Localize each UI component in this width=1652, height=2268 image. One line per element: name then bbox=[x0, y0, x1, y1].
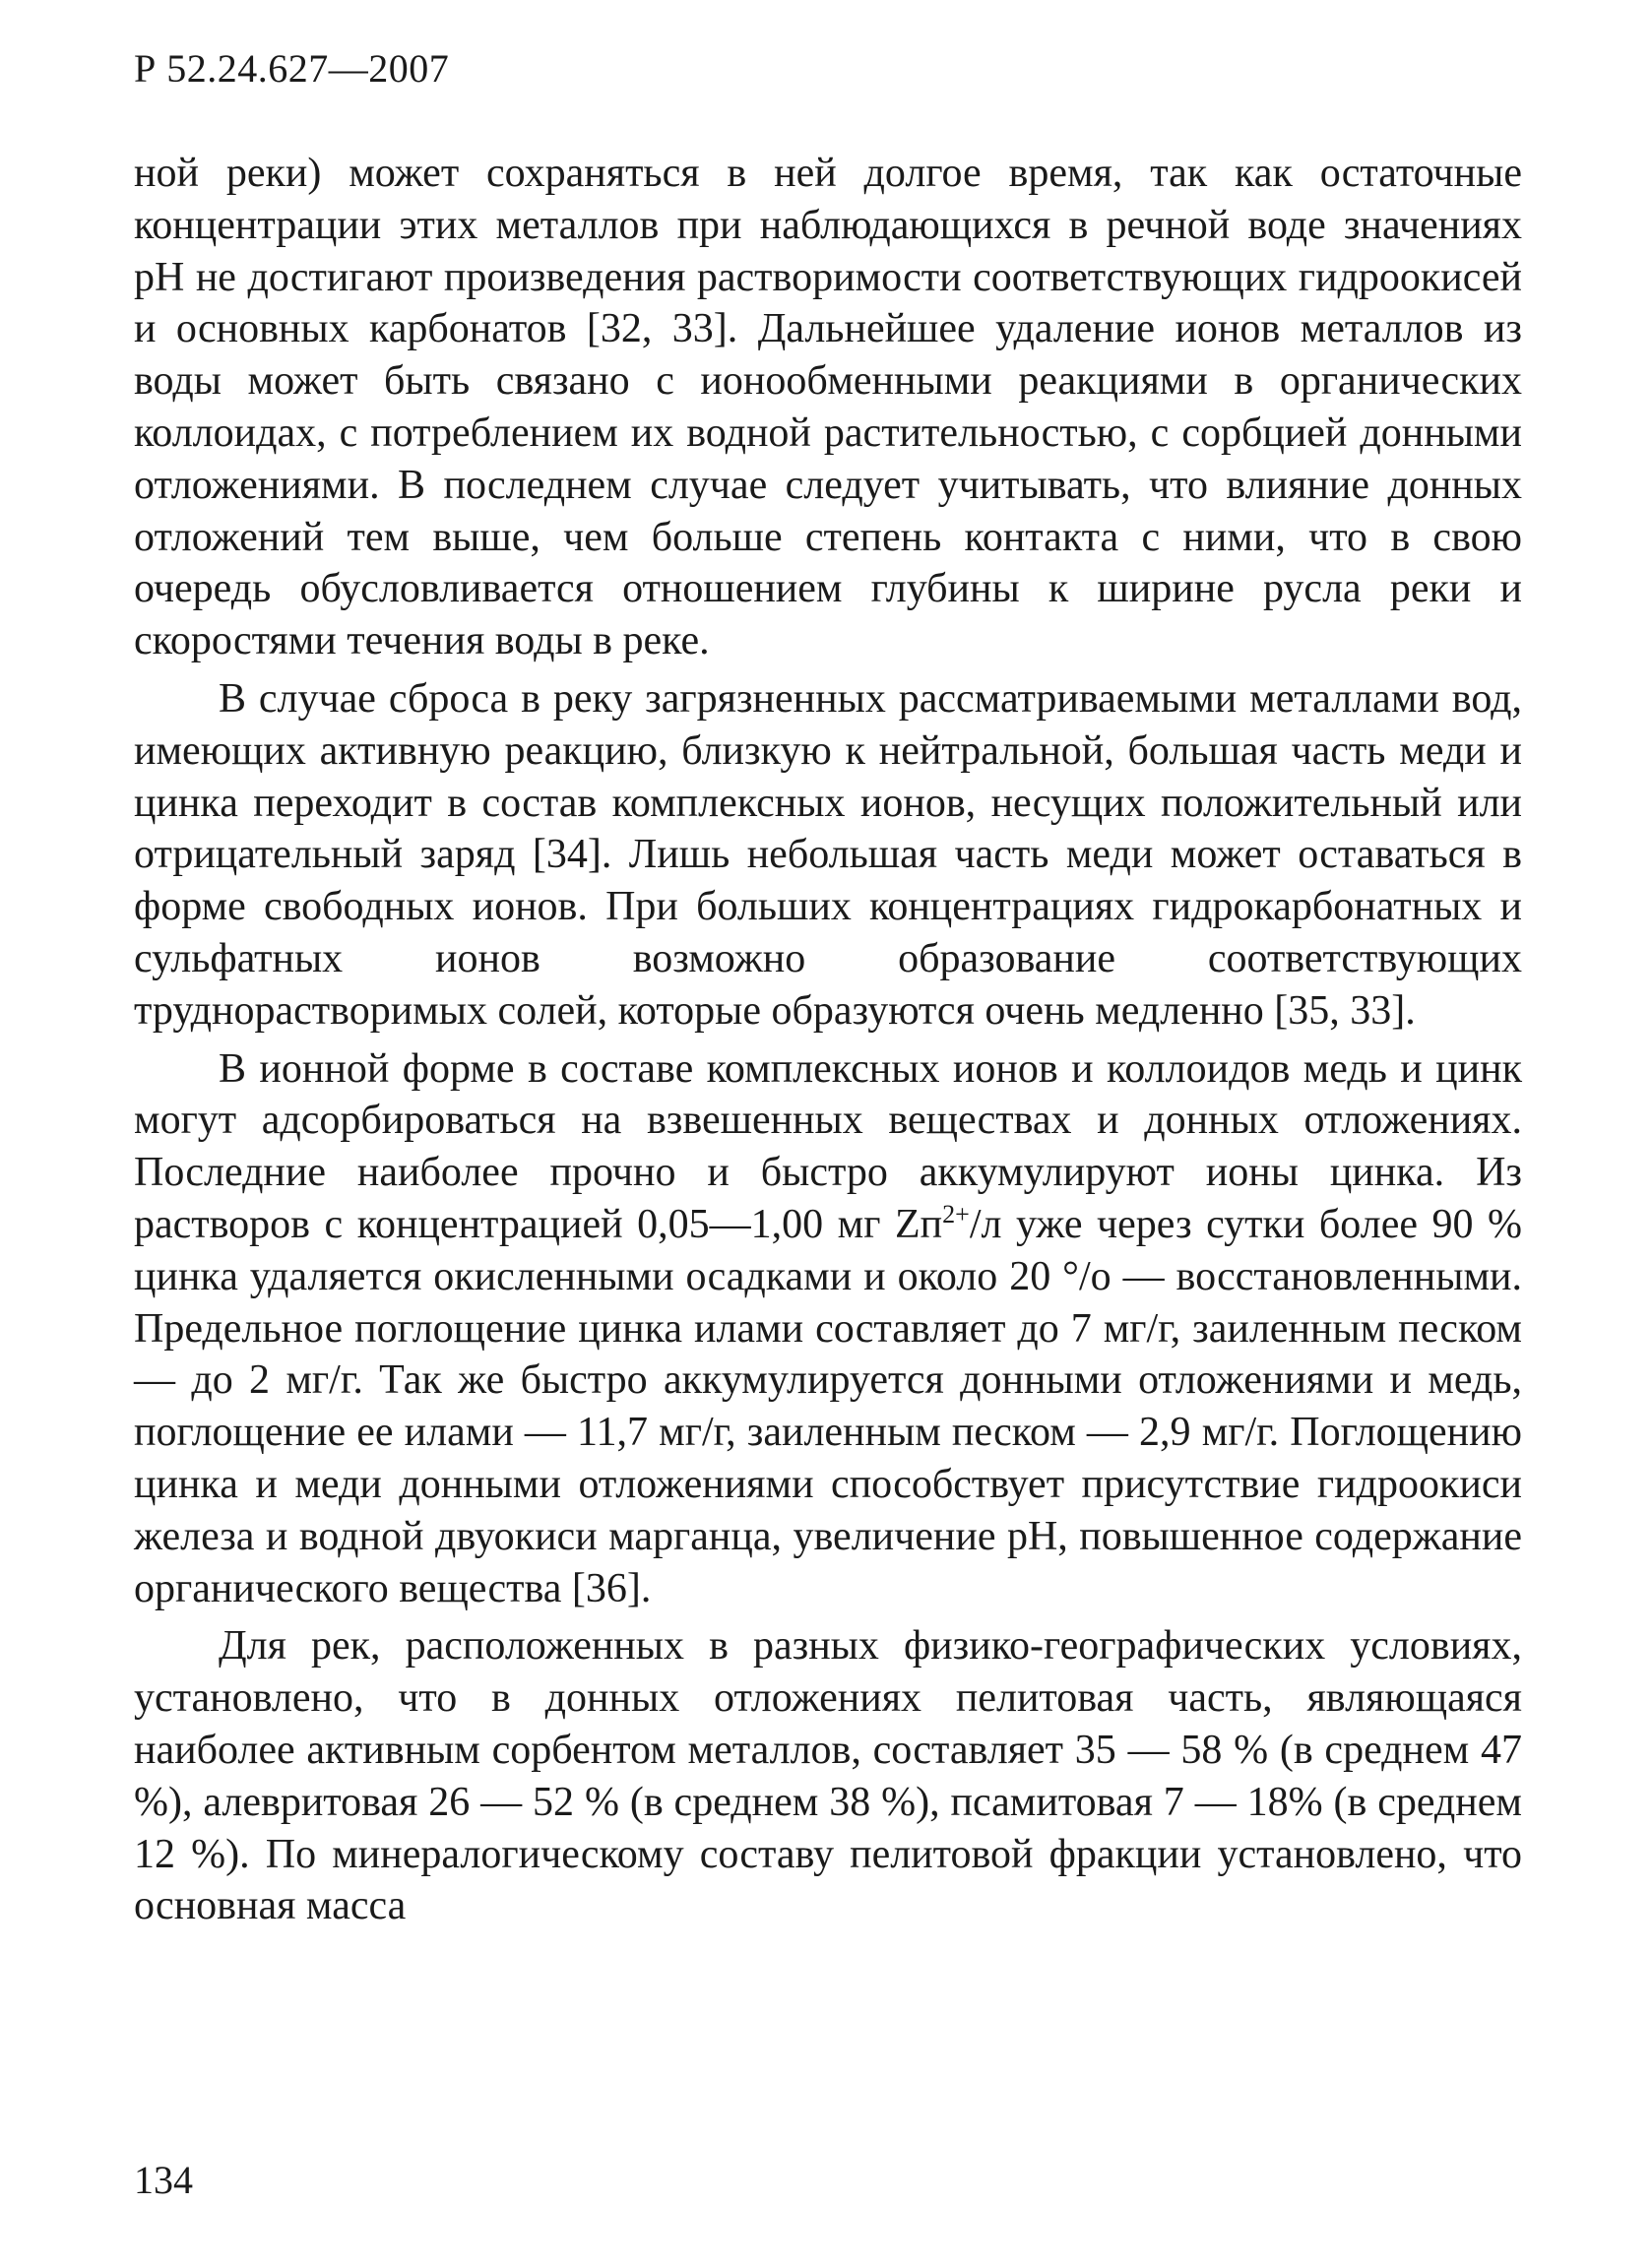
paragraph-4: Для рек, расположенных в разных физико-географических условиях, установлено, что в донных отложениях пелитовая часть, являющаяся наиболее активным сорбентом металлов, составляет 35 — 58 % (в среднем 47 %), алевритовая 26 — 52 % (в среднем 38 %), псамитовая 7 — 18% (в среднем 12 %). По минералогическому составу пелитовой фракции установлено, что основная масса bbox=[134, 1623, 1522, 1929]
page-number: 134 bbox=[134, 2158, 193, 2202]
paragraph-3-text-a: В ионной форме в составе комплексных ионов и коллоидов медь и цинк могут адсорбироваться на взвешенных веществах и донных отложениях. Последние наиболее прочно и быстро аккумулируют ионы цинка. Из растворов с концентрацией 0,05—1,00 мг Zп bbox=[134, 1045, 1522, 1247]
paragraph-1: ной реки) может сохраняться в ней долгое время, так как остаточные концентрации этих металлов при наблюдающихся в речной воде значениях рН не достигают произведения растворимости соответствующих гидроокисей и основных карбонатов [32, 33]. Дальнейшее удаление ионов металлов из воды может быть связано с ионообменными реакциями в органических коллоидах, с потреблением их водной растительностью, с сорбцией донными отложениями. В последнем случае следует учитывать, что влияние донных отложений тем выше, чем больше степень контакта с ними, что в свою очередь обусловливается отношением глубины к ширине русла реки и скоростями течения воды в реке. bbox=[134, 151, 1522, 664]
body-text bbox=[134, 148, 1522, 1932]
document-code-header: Р 52.24.627—2007 bbox=[134, 46, 450, 91]
zinc-charge-superscript: 2+ bbox=[942, 1199, 970, 1228]
paragraph-3 bbox=[134, 1043, 1522, 1615]
paragraph-3-text-b: /л уже через сутки более 90 % цинка удаляется окисленными осадками и около 20 °/о — восстановленными. Предельное поглощение цинка илами составляет до 7 мг/г, заиленным песком — до 2 мг/г. Так же быстро аккумулируется донными отложениями и медь, поглощение ее илами — 11,7 мг/г, заиленным песком — 2,9 мг/г. Поглощению цинка и меди донными отложениями способствует присутствие гидроокиси железа и водной двуокиси марганца, увеличение рН, повышенное содержание органического вещества [36]. bbox=[134, 1201, 1523, 1611]
paragraph-2: В случае сброса в реку загрязненных рассматриваемыми металлами вод, имеющих активную реакцию, близкую к нейтральной, большая часть меди и цинка переходит в состав комплексных ионов, несущих положительный или отрицательный заряд [34]. Лишь небольшая часть меди может оставаться в форме свободных ионов. При больших концентрациях гидрокарбонатных и сульфатных ионов возможно образование соответствующих труднорастворимых солей, которые образуются очень медленно [35, 33]. bbox=[134, 675, 1522, 1034]
